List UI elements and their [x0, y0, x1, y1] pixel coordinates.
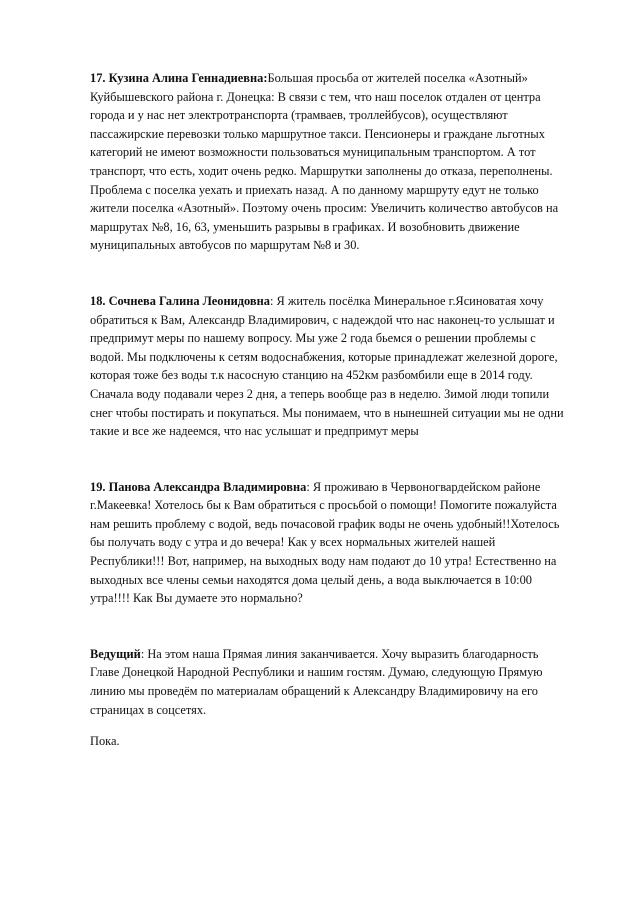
speaker-separator: :: [263, 71, 268, 85]
text-line: Сначала воду подавали через 2 дня, а теперь вообще раз в неделю. Зимой люди топили: [90, 386, 550, 401]
text-line: бы получать воду с утра и до вечера! Как у всех нормальных жителей нашей: [90, 535, 496, 550]
speaker-name: 19. Панова Александра Владимировна: [90, 479, 307, 494]
text-line: такие и все же надеемся, что нас услышат и предпримут меры: [90, 424, 419, 439]
text-line: Главе Донецкой Народной Республики и нашим гостям. Думаю, следующую Прямую: [90, 665, 543, 680]
text-line: страницах в соцсетях.: [90, 702, 207, 717]
host-closing-remarks: [90, 645, 590, 719]
text-line: Я проживаю в Червоногвардейском районе: [309, 479, 541, 494]
text-line: жители поселка «Азотный». Поэтому очень просим: Увеличить количество автобусов на: [90, 201, 559, 216]
speaker-name: 18. Сочнева Галина Леонидовна: [90, 293, 270, 308]
text-line: пассажирские перевозки только маршрутное такси. Пенсионеры и граждане льготных: [90, 126, 545, 141]
text-line: муниципальных автобусов по маршрутам №8 и 30.: [90, 238, 360, 253]
speaker-separator: :: [306, 479, 310, 494]
text-line: Куйбышевского района г. Донецка: В связи с тем, что наш поселок отдален от центра: [90, 89, 541, 104]
first-line: [90, 645, 590, 664]
first-line: [90, 478, 590, 497]
text-line: г.Макеевка! Хотелось бы к Вам обратиться с просьбой о помощи! Помогите пожалуйста: [90, 498, 557, 513]
speaker-name: 17. Кузина Алина Геннадиевна: [90, 71, 264, 85]
question-17: [90, 69, 590, 255]
text-line: города и у нас нет электротранспорта (трамваев, троллейбусов), осуществляют: [90, 108, 508, 123]
text-line: Республики!!! Вот, например, на выходных воду нам подают до 10 утра! Естественно на: [90, 554, 557, 569]
speaker-separator: :: [140, 646, 145, 661]
text-line: маршрутах №8, 16, 63, уменьшить разрывы в графиках. И возобновить движение: [90, 219, 520, 234]
text-line: транспорт, что есть, ходит очень редко. Маршрутки заполнены до отказа, переполнены.: [90, 163, 553, 178]
question-19: [90, 478, 590, 608]
text-line: предпримут меры по нашему вопросу. Мы уже 2 года бьемся о решении проблемы с: [90, 331, 536, 346]
document-page: [90, 69, 590, 751]
text-line: На этом наша Прямая линия заканчивается. Хочу выразить благодарность: [144, 646, 539, 661]
text-line: утра!!!! Как Вы думаете это нормально?: [90, 591, 303, 606]
text-line: Я житель посёлка Минеральное г.Ясиноватая хочу: [273, 293, 544, 308]
text-line: выходных все члены семьи находятся дома целый день, а вода выключается в 10:00: [90, 572, 533, 587]
first-line: [90, 69, 590, 88]
text-line: линию мы проведём по материалам обращений к Александру Владимировичу на его: [90, 684, 538, 699]
text-line: водой. Мы подключены к сетям водоснабжения, которые принадлежат железной дороге,: [90, 349, 558, 364]
question-18: [90, 292, 590, 441]
speaker-name: Ведущий: [90, 646, 141, 661]
text-line: категорий не имеют возможности пользоваться муниципальным транспортом. А тот: [90, 145, 536, 160]
speaker-separator: :: [269, 293, 274, 308]
closing-line: Пока.: [90, 734, 120, 749]
text-line: Проблема с поселка уехать и приехать назад. А по данному маршруту едут не только: [90, 182, 539, 197]
text-line: обратиться к Вам, Александр Владимирович, с надеждой что нас наконец-то услышат и: [90, 312, 555, 327]
text-line: нам решить проблему с водой, ведь почасовой график воды не очень удобный!!Хотелось: [90, 516, 560, 531]
first-line: [90, 292, 590, 311]
text-line: которая тоже без воды т.к насосную станцию на 452км разбомбили еще в 2014 году.: [90, 368, 533, 383]
text-line: Большая просьба от жителей поселка «Азотный»: [267, 71, 528, 85]
text-line: снег чтобы постирать и покупаться. Мы понимаем, что в нынешней ситуации мы не одни: [90, 405, 564, 420]
